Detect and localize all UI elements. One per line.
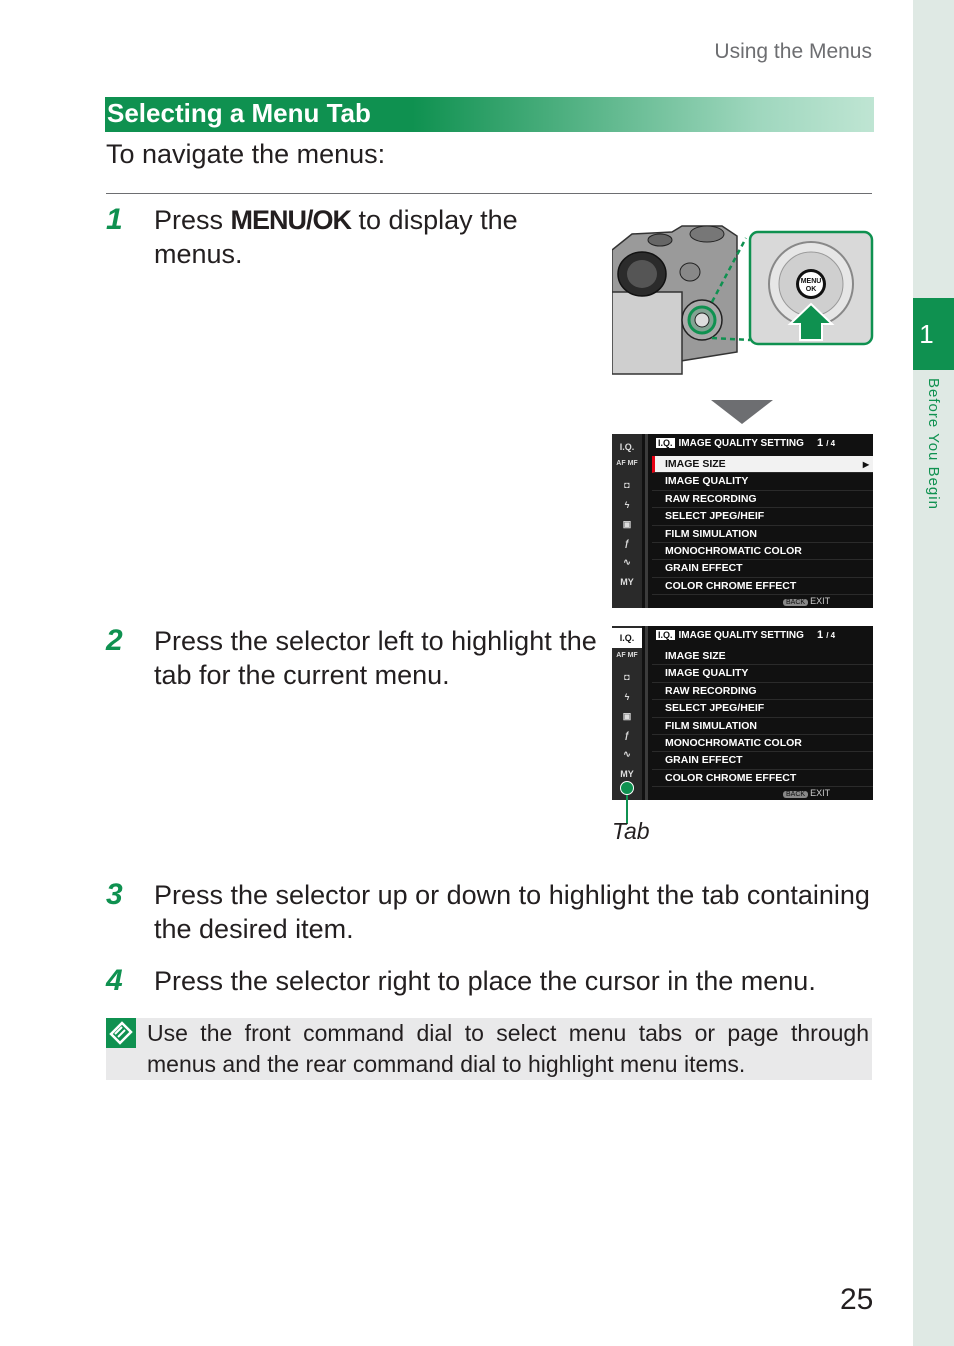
step-text: Press the selector right to place the cursor in the menu. bbox=[154, 966, 816, 996]
note-text: Use the front command dial to select menu tabs or page through menus and the rear command dial to highlight menu items. bbox=[147, 1020, 869, 1077]
menu-item[interactable]: FILM SIMULATION bbox=[652, 718, 873, 735]
step-text-after: to display the menus. bbox=[154, 205, 518, 269]
menu-header bbox=[656, 438, 804, 449]
menu-item[interactable]: MONOCHROMATIC COLOR bbox=[652, 735, 873, 752]
page-indicator bbox=[817, 629, 835, 641]
menu-item[interactable]: FILM SIMULATION bbox=[652, 526, 873, 543]
section-heading-bar bbox=[105, 97, 874, 132]
note-box bbox=[106, 1018, 872, 1080]
movie-icon: ▣ bbox=[622, 711, 632, 721]
menu-item[interactable] bbox=[652, 456, 873, 473]
tab-separator bbox=[645, 434, 648, 608]
menu-footer bbox=[783, 788, 830, 798]
tab-af-mf: AF MF bbox=[616, 652, 638, 659]
camera-illustration bbox=[612, 222, 874, 380]
page-total: / 4 bbox=[826, 439, 836, 448]
iq-icon: I.Q. bbox=[658, 438, 673, 448]
tab-my-menu: MY bbox=[620, 577, 634, 587]
menu-item-list bbox=[652, 648, 873, 787]
step-text: Press the selector up or down to highlight the tab containing the desired item. bbox=[154, 880, 870, 944]
tab-image-quality: I.Q. bbox=[619, 442, 635, 452]
page-indicator bbox=[817, 437, 835, 449]
back-button-icon: BACK bbox=[783, 599, 808, 606]
note-pencil-icon bbox=[106, 1018, 136, 1048]
step-number: 2 bbox=[106, 624, 123, 657]
intro-text: To navigate the menus: bbox=[106, 139, 386, 169]
menu-item[interactable]: IMAGE SIZE bbox=[652, 648, 873, 665]
tab-column bbox=[612, 434, 642, 608]
flash-icon: ϟ bbox=[624, 692, 630, 702]
running-head: Using the Menus bbox=[714, 40, 872, 63]
step-text-before: Press bbox=[154, 205, 231, 235]
menu-item[interactable]: RAW RECORDING bbox=[652, 683, 873, 700]
exit-label: EXIT bbox=[810, 788, 831, 798]
tab-my-menu: MY bbox=[620, 769, 634, 779]
chapter-title: Before You Begin bbox=[925, 378, 942, 510]
chapter-number-tab[interactable]: 1 bbox=[913, 298, 954, 370]
menu-footer bbox=[783, 596, 830, 606]
step-text: Press the selector left to highlight the tab for the current menu. bbox=[154, 626, 597, 690]
divider-rule bbox=[106, 193, 872, 194]
step-text bbox=[154, 203, 596, 271]
menu-screen-2 bbox=[612, 626, 873, 800]
menu-item[interactable]: GRAIN EFFECT bbox=[652, 752, 873, 769]
page-number: 25 bbox=[840, 1283, 874, 1316]
menu-ok-key: MENU/OK bbox=[230, 205, 352, 235]
menu-item-label: IMAGE SIZE bbox=[665, 458, 726, 470]
menu-header bbox=[656, 630, 804, 641]
menu-item[interactable]: SELECT JPEG/HEIF bbox=[652, 700, 873, 717]
back-button-icon: BACK bbox=[783, 791, 808, 798]
menu-item[interactable]: IMAGE QUALITY bbox=[652, 473, 873, 490]
tab-af-mf: AF MF bbox=[616, 460, 638, 467]
menu-button-label-bottom: OK bbox=[805, 286, 817, 293]
page-current: 1 bbox=[817, 437, 824, 449]
tab-column bbox=[612, 626, 642, 800]
menu-header-text: IMAGE QUALITY SETTING bbox=[678, 630, 804, 641]
step-number: 1 bbox=[106, 203, 123, 236]
page-current: 1 bbox=[817, 629, 824, 641]
tab-callout-label: Tab bbox=[612, 818, 650, 844]
section-title: Selecting a Menu Tab bbox=[107, 98, 371, 128]
shooting-icon: ◘ bbox=[624, 672, 630, 682]
chevron-right-icon: ▶ bbox=[862, 460, 869, 469]
menu-item[interactable]: RAW RECORDING bbox=[652, 491, 873, 508]
step-number: 3 bbox=[106, 878, 123, 911]
menu-header-text: IMAGE QUALITY SETTING bbox=[678, 438, 804, 449]
menu-item[interactable]: SELECT JPEG/HEIF bbox=[652, 508, 873, 525]
setup-wrench-icon: ƒ bbox=[624, 538, 630, 548]
shooting-icon: ◘ bbox=[624, 480, 630, 490]
iq-icon: I.Q. bbox=[658, 630, 673, 640]
tab-callout-dot bbox=[620, 781, 634, 795]
menu-item-list bbox=[652, 456, 873, 595]
custom-wave-icon: ∿ bbox=[623, 749, 631, 759]
menu-item[interactable]: MONOCHROMATIC COLOR bbox=[652, 543, 873, 560]
step-number: 4 bbox=[106, 964, 123, 997]
menu-item[interactable]: IMAGE QUALITY bbox=[652, 665, 873, 682]
tab-separator bbox=[645, 626, 648, 800]
down-arrow-icon bbox=[711, 400, 773, 424]
page-total: / 4 bbox=[826, 631, 836, 640]
chapter-sidebar bbox=[913, 0, 954, 1346]
menu-button-label-top: MENU bbox=[800, 278, 822, 285]
exit-label: EXIT bbox=[810, 596, 831, 606]
tab-image-quality: I.Q. bbox=[612, 628, 642, 648]
flash-icon: ϟ bbox=[624, 500, 630, 510]
setup-wrench-icon: ƒ bbox=[624, 730, 630, 740]
custom-wave-icon: ∿ bbox=[623, 557, 631, 567]
menu-screen-1 bbox=[612, 434, 873, 608]
menu-item[interactable]: COLOR CHROME EFFECT bbox=[652, 578, 873, 595]
menu-item[interactable]: GRAIN EFFECT bbox=[652, 560, 873, 577]
menu-item[interactable]: COLOR CHROME EFFECT bbox=[652, 770, 873, 787]
movie-icon: ▣ bbox=[622, 519, 632, 529]
